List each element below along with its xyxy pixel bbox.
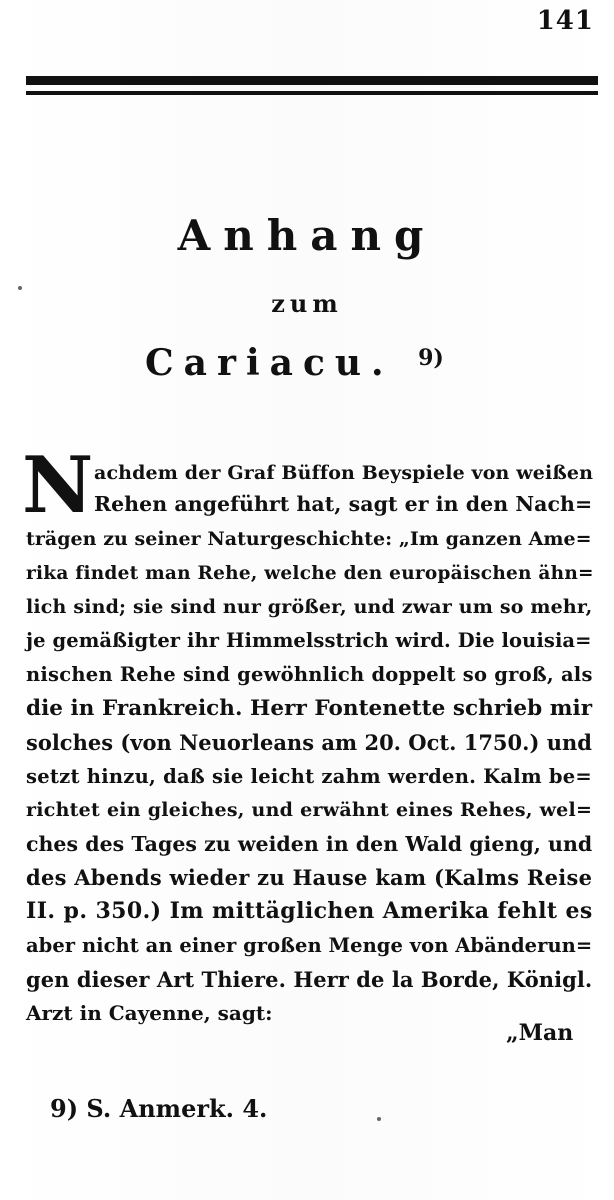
body-line-text: nischen Rehe sind gewöhnlich doppelt so groß, als	[26, 663, 593, 686]
heading-text: Cariacu.	[145, 342, 394, 384]
body-line	[0, 761, 614, 792]
body-line	[0, 862, 614, 893]
appendix-subtitle: zum	[271, 289, 343, 318]
body-line	[0, 693, 614, 724]
body-line	[0, 458, 614, 489]
body-line-text: setzt hinzu, daß sie leicht zahm werden. Kalm be=	[26, 765, 592, 788]
scan-speck	[18, 286, 22, 290]
body-line-text: Rehen angeführt hat, sagt er in den Nach=	[94, 492, 593, 516]
body-line-text: trägen zu seiner Naturgeschichte: „Im ganzen Ame=	[26, 528, 592, 550]
body-line	[0, 524, 614, 555]
body-line-text: richtet ein gleiches, und erwähnt eines Rehes, wel=	[26, 799, 593, 821]
body-line	[0, 964, 614, 995]
body-line	[0, 489, 614, 520]
body-line-text: des Abends wieder zu Hause kam (Kalms Reise	[26, 865, 593, 890]
body-line	[0, 625, 614, 656]
appendix-heading	[145, 342, 505, 384]
body-line-text: die in Frankreich. Herr Fontenette schrieb mir	[26, 696, 593, 721]
body-line	[0, 727, 614, 758]
body-line-text: lich sind; sie sind nur größer, und zwar um so mehr,	[26, 596, 593, 618]
body-line	[0, 795, 614, 826]
body-line	[0, 930, 614, 961]
scan-speck	[377, 1117, 381, 1121]
body-line	[0, 829, 614, 860]
appendix-title: Anhang	[177, 211, 437, 260]
body-line-text: rika findet man Rehe, welche den europäischen ähn=	[26, 563, 594, 584]
drop-cap: N	[22, 440, 94, 531]
body-line-text: solches (von Neuorleans am 20. Oct. 1750.) und	[26, 730, 592, 755]
body-line-text: II. p. 350.) Im mittäglichen Amerika fehlt es	[26, 898, 593, 924]
body-line-text: ches des Tages zu weiden in den Wald gieng, und	[26, 832, 593, 856]
body-line-text: Arzt in Cayenne, sagt:	[26, 1001, 273, 1025]
heading-footnote-marker: 9)	[418, 345, 444, 371]
catchword: „Man	[506, 1020, 574, 1046]
body-line	[0, 592, 614, 623]
page-number: 141	[536, 6, 594, 36]
catchword-line	[0, 1018, 614, 1049]
top-rule-thick	[26, 76, 598, 85]
body-line	[0, 659, 614, 690]
footnote: 9) S. Anmerk. 4.	[50, 1094, 268, 1123]
body-line-text: gen dieser Art Thiere. Herr de la Borde, Königl.	[26, 967, 593, 992]
body-line	[0, 558, 614, 589]
body-line-text: aber nicht an einer großen Menge von Abänderun=	[26, 934, 593, 957]
body-line	[0, 896, 614, 927]
top-rule-thin	[26, 91, 598, 95]
body-line-text: je gemäßigter ihr Himmelsstrich wird. Die louisia=	[26, 629, 592, 652]
body-line-text: achdem der Graf Büffon Beyspiele von weißen	[94, 462, 594, 484]
